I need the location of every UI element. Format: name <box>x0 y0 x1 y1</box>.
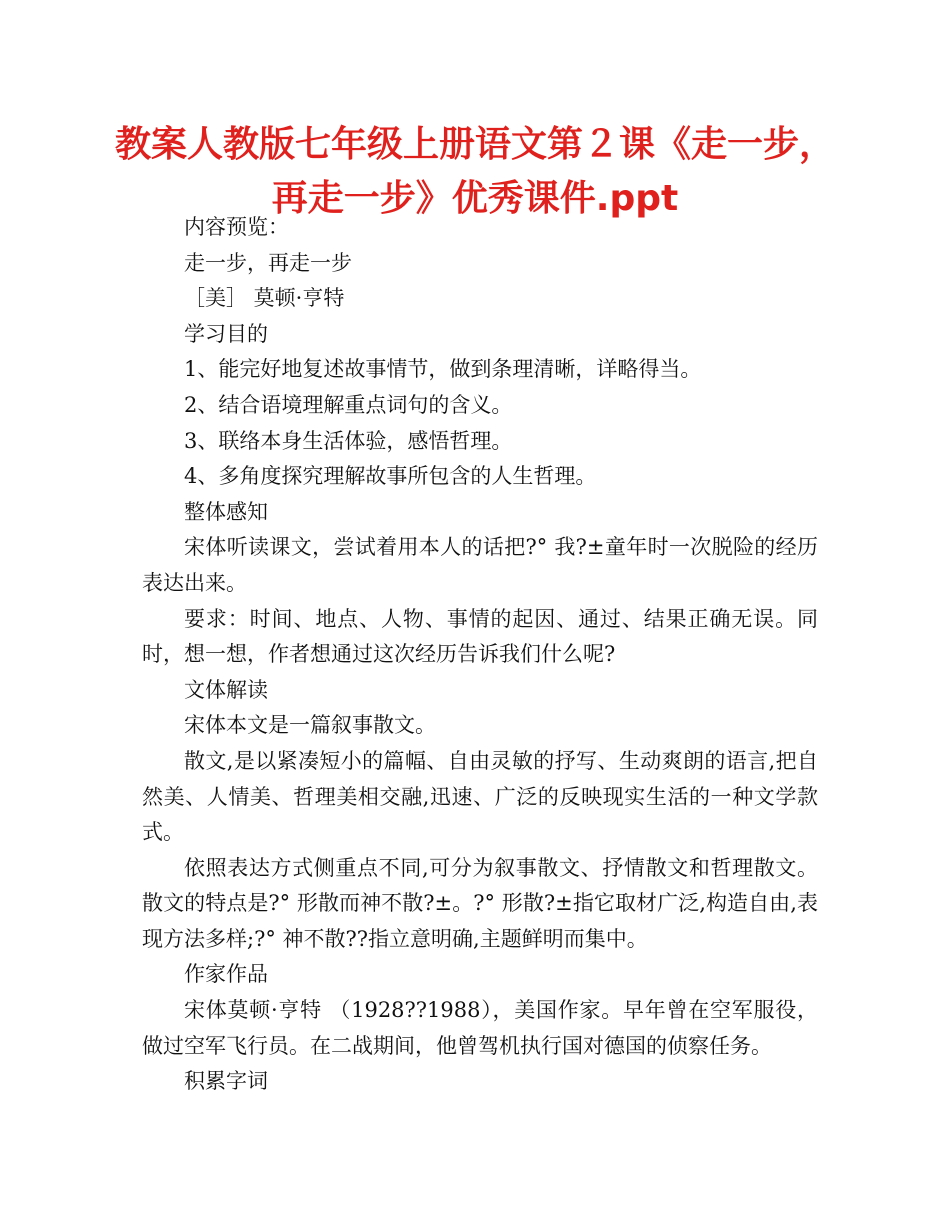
paragraph-goal-3: 3、联络本身生活体验，感悟哲理。 <box>184 428 513 453</box>
paragraph-author: ［美］ 莫顿·亨特 <box>184 286 345 311</box>
paragraph-listen-read: 宋体听读课文，尝试着用本人的话把?° 我?±童年时一次脱险的经历表达出来。 <box>142 535 818 595</box>
paragraph-goal-1: 1、能完好地复述故事情节，做到条理清晰，详略得当。 <box>184 357 702 382</box>
document-title: 教案人教版七年级上册语文第２课《走一步，再走一步》优秀课件.ppt <box>114 124 835 219</box>
paragraph-prose-definition: 散文,是以紧凑短小的篇幅、自由灵敏的抒写、生动爽朗的语言,把自然美、人情美、哲理美相交融,迅速、广泛的反映现实生活的一种文学款式。 <box>142 748 818 845</box>
section-heading-author-works: 作家作品 <box>184 962 268 987</box>
paragraph-goal-2: 2、结合语境理解重点词句的含义。 <box>184 392 513 417</box>
section-heading-learning-goals: 学习目的 <box>184 321 268 346</box>
paragraph-requirements: 要求：时间、地点、人物、事情的起因、通过、结果正确无误。同时，想一想，作者想通过这次经历告诉我们什么呢? <box>142 606 818 667</box>
section-heading-vocabulary: 积累字词 <box>184 1069 268 1094</box>
paragraph-preview-label: 内容预览： <box>184 215 289 239</box>
paragraph-author-bio: 宋体莫顿·亨特 （1928??1988），美国作家。早年曾在空军服役，做过空军飞行员。在二战期间，他曾驾机执行国对德国的侦察任务。 <box>142 998 818 1058</box>
section-heading-genre: 文体解读 <box>184 677 268 702</box>
paragraph-genre-intro: 宋体本文是一篇叙事散文。 <box>184 713 436 738</box>
paragraph-lesson-title: 走一步，再走一步 <box>184 250 352 275</box>
section-heading-overall-perception: 整体感知 <box>184 499 268 524</box>
paragraph-prose-types: 依照表达方式侧重点不同,可分为叙事散文、抒情散文和哲理散文。散文的特点是?° 形散而神不散?±。?° 形散?±指它取材广泛,构造自由,表现方法多样;?° 神不散??指立意明确,主题鲜明而集中。 <box>142 855 818 951</box>
paragraph-goal-4: 4、多角度探究理解故事所包含的人生哲理。 <box>184 464 597 489</box>
document-body <box>142 210 818 1100</box>
